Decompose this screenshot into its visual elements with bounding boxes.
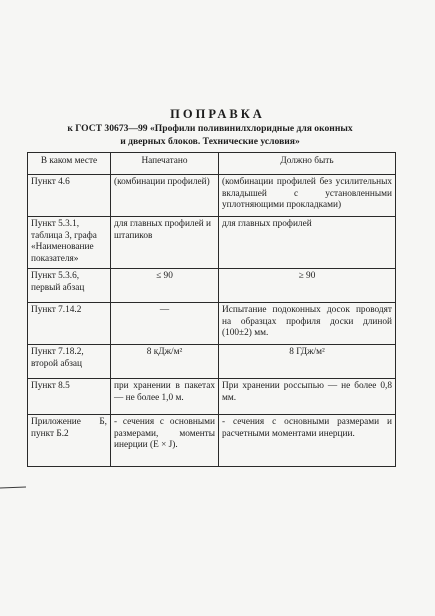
cell-place: Пункт 5.3.6, первый абзац <box>28 269 111 303</box>
cell-place: Приложение Б, пункт Б.2 <box>28 415 111 467</box>
table-row <box>28 217 396 269</box>
cell-should-be: 8 ГДж/м² <box>219 345 396 379</box>
table-header-row <box>28 153 396 175</box>
table-row <box>28 175 396 217</box>
cell-should-be: для главных профилей <box>219 217 396 269</box>
table-row <box>28 415 396 467</box>
table-row <box>28 269 396 303</box>
cell-place: Пункт 7.18.2, второй абзац <box>28 345 111 379</box>
cell-printed: ≤ 90 <box>111 269 219 303</box>
table-row <box>28 303 396 345</box>
cell-should-be: - сечения с основными размерами и расчетными моментами инерции. <box>219 415 396 467</box>
margin-scan-line <box>0 487 26 489</box>
document-reference-line-1: к ГОСТ 30673—99 «Профили поливинилхлоридные для оконных <box>67 123 353 134</box>
cell-printed: — <box>111 303 219 345</box>
cell-should-be: (комбинации профилей без усилительных вкладышей с установленными уплотняющими прокладками) <box>219 175 396 217</box>
table-row <box>28 379 396 415</box>
cell-printed: (комбинации профилей) <box>111 175 219 217</box>
header-place: В каком месте <box>28 153 111 175</box>
header-should-be: Должно быть <box>219 153 396 175</box>
cell-place: Пункт 5.3.1, таблица 3, графа «Наименование показателя» <box>28 217 111 269</box>
cell-printed: - сечения с основными размерами, моменты инерции (E × J). <box>111 415 219 467</box>
corrections-table <box>27 152 396 467</box>
cell-printed: 8 кДж/м² <box>111 345 219 379</box>
cell-place: Пункт 8.5 <box>28 379 111 415</box>
cell-place: Пункт 4.6 <box>28 175 111 217</box>
cell-should-be: При хранении россыпью — не более 0,8 мм. <box>219 379 396 415</box>
document-reference-line-2: и дверных блоков. Технические условия» <box>120 136 300 147</box>
cell-should-be: ≥ 90 <box>219 269 396 303</box>
cell-should-be: Испытание подоконных досок проводят на образцах профиля доски длиной (100±2) мм. <box>219 303 396 345</box>
cell-printed: при хранении в пакетах — не более 1,0 м. <box>111 379 219 415</box>
header-printed: Напечатано <box>111 153 219 175</box>
cell-printed: для главных профилей и штапиков <box>111 217 219 269</box>
table-row <box>28 345 396 379</box>
cell-place: Пункт 7.14.2 <box>28 303 111 345</box>
correction-title: ПОПРАВКА <box>170 107 265 121</box>
